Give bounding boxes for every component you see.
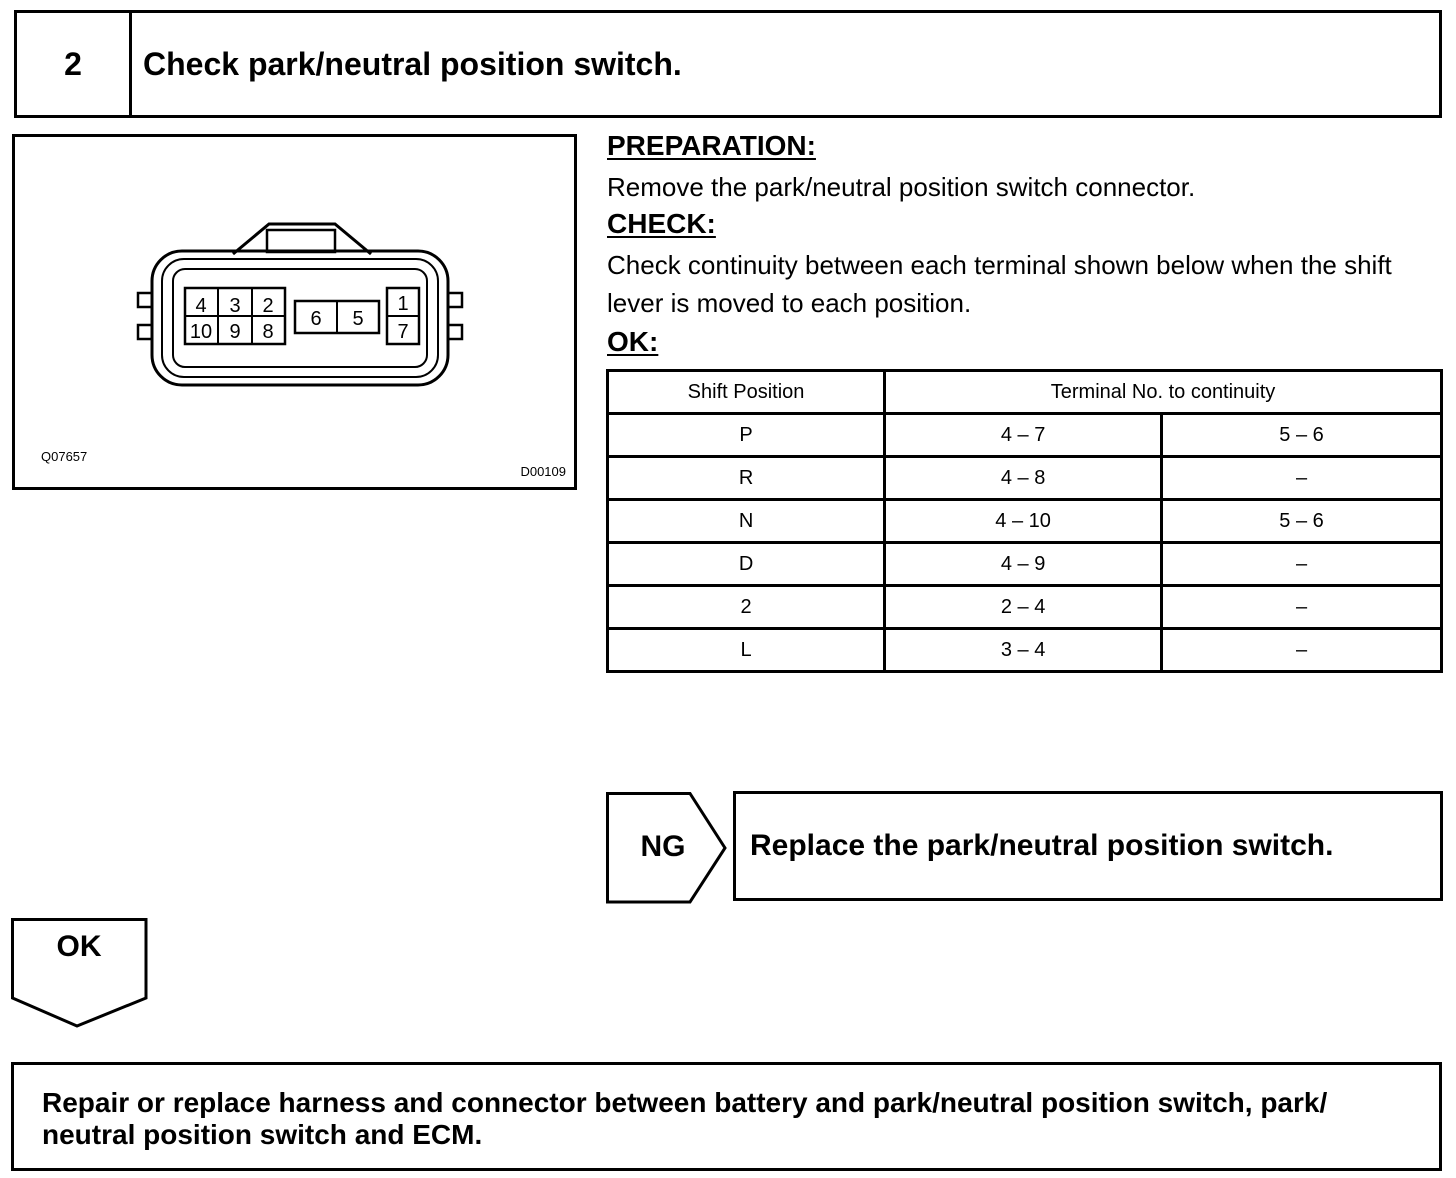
terminal-6: 6 — [310, 308, 322, 330]
terminal-3: 3 — [229, 295, 241, 317]
cell-terminal-b: – — [1162, 457, 1442, 500]
ng-label: NG — [640, 830, 686, 863]
cell-terminal-a: 2 – 4 — [885, 586, 1162, 629]
figure-code-right: D00109 — [520, 464, 566, 479]
figure-code-left: Q07657 — [41, 449, 88, 464]
cell-terminal-b: 5 – 6 — [1162, 500, 1442, 543]
header-terminal-no: Terminal No. to continuity — [885, 371, 1442, 414]
cell-terminal-a: 4 – 9 — [885, 543, 1162, 586]
ok-result-box — [11, 1062, 1442, 1171]
cell-position: D — [608, 543, 885, 586]
terminal-9: 9 — [229, 321, 241, 343]
terminal-10: 10 — [189, 321, 213, 343]
check-heading: CHECK: — [607, 208, 716, 239]
cell-terminal-a: 4 – 10 — [885, 500, 1162, 543]
step-header — [14, 10, 1442, 118]
cell-terminal-b: – — [1162, 543, 1442, 586]
table-row — [608, 414, 1442, 457]
terminal-8: 8 — [262, 321, 274, 343]
terminal-2: 2 — [262, 295, 274, 317]
terminal-5: 5 — [352, 308, 364, 330]
cell-position: N — [608, 500, 885, 543]
terminal-1: 1 — [397, 293, 409, 315]
header-shift-position: Shift Position — [608, 371, 885, 414]
table-row — [608, 500, 1442, 543]
terminal-4: 4 — [195, 295, 207, 317]
ok-label: OK — [56, 930, 102, 963]
cell-position: P — [608, 414, 885, 457]
ok-heading: OK: — [607, 326, 659, 357]
cell-terminal-b: – — [1162, 629, 1442, 672]
connector-diagram — [15, 137, 574, 487]
cell-terminal-a: 4 – 7 — [885, 414, 1162, 457]
table-row — [608, 457, 1442, 500]
cell-terminal-a: 3 – 4 — [885, 629, 1162, 672]
terminal-7: 7 — [397, 321, 409, 343]
step-number: 2 — [17, 13, 132, 115]
table-row — [608, 586, 1442, 629]
ng-result-text: Replace the park/neutral position switch. — [750, 829, 1334, 862]
continuity-table — [606, 369, 1443, 673]
cell-terminal-b: 5 – 6 — [1162, 414, 1442, 457]
cell-terminal-a: 4 – 8 — [885, 457, 1162, 500]
connector-figure — [12, 134, 577, 490]
preparation-heading: PREPARATION: — [607, 130, 816, 161]
table-row — [608, 543, 1442, 586]
check-text: Check continuity between each terminal shown below when the shift lever is moved to each position. — [607, 250, 1392, 318]
cell-position: L — [608, 629, 885, 672]
cell-position: R — [608, 457, 885, 500]
cell-terminal-b: – — [1162, 586, 1442, 629]
ok-result-text: Repair or replace harness and connector between battery and park/neutral position switch, park/ neutral position switch and ECM. — [42, 1087, 1328, 1150]
ng-result-box — [733, 791, 1443, 901]
table-row — [608, 629, 1442, 672]
table-header-row — [608, 371, 1442, 414]
step-title: Check park/neutral position switch. — [143, 45, 682, 82]
cell-position: 2 — [608, 586, 885, 629]
preparation-text: Remove the park/neutral position switch connector. — [607, 172, 1196, 202]
